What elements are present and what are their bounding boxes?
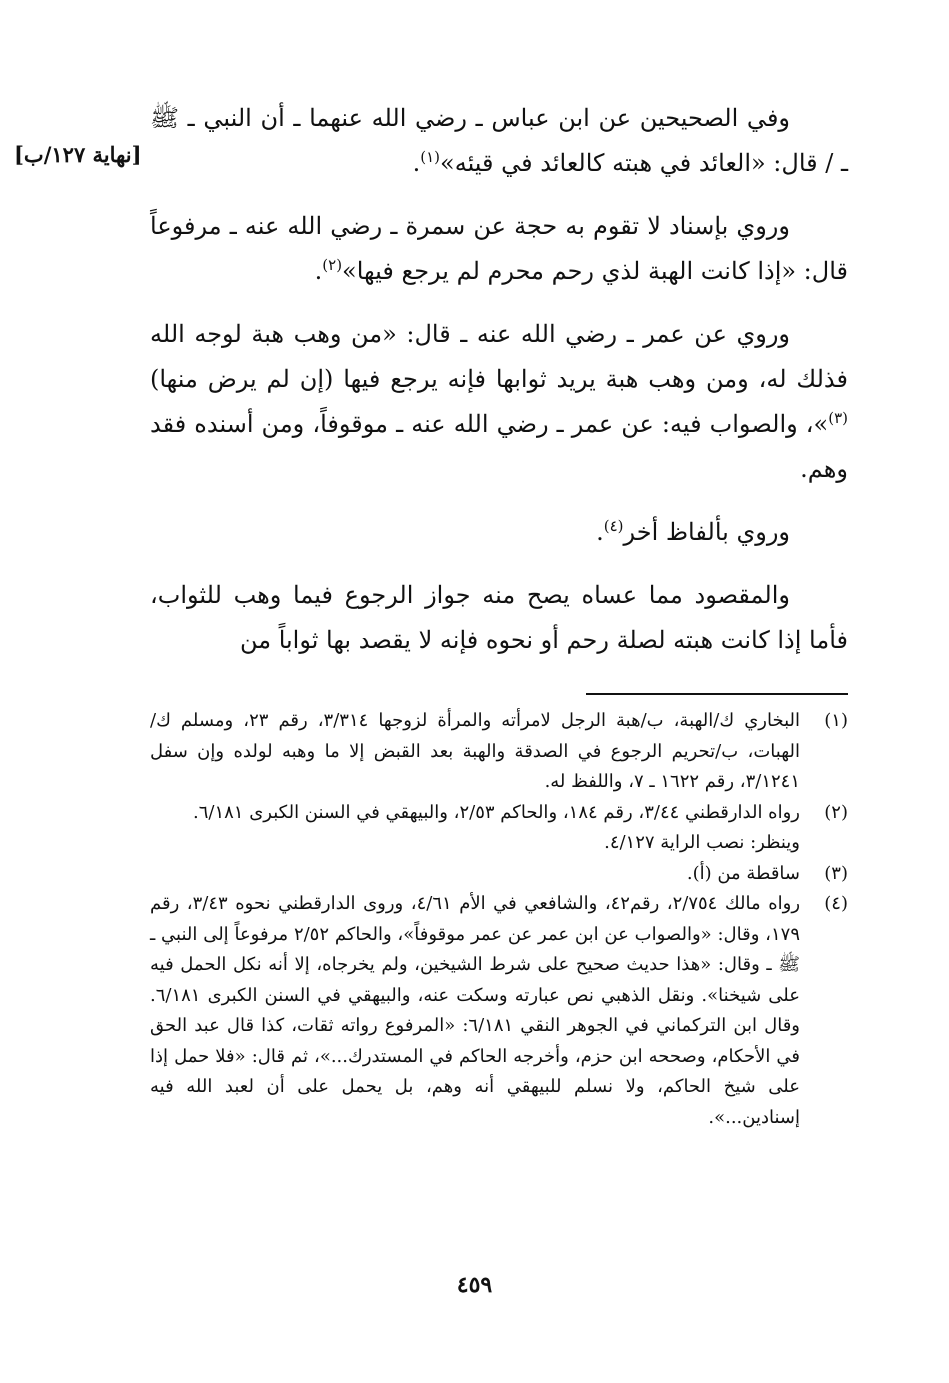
paragraph [150,510,848,555]
paragraph [150,204,848,294]
paragraph-end: . [314,257,323,285]
footnote-number: (٣) [824,862,848,884]
paragraph-end: . [596,518,604,546]
page-number: ٤٥٩ [456,1272,493,1298]
footnote-text: رواه الدارقطني ٣/٤٤، رقم ١٨٤، والحاكم ٢/٥٣، والبيهقي في السنن الكبرى ٦/١٨١. [192,801,800,823]
footnote-ref: (١) [420,148,441,166]
paragraph-text: وروي عن عمر ـ رضي الله عنه ـ قال: «من وهب هبة لوجه الله فذلك له، ومن وهب هبة يريد ثوابها فإنه يرجع فيها (إن لم يرض منها) [150,320,848,393]
paragraph [150,312,848,492]
footnote-ref: (٢) [322,256,343,274]
paragraph-text: والمقصود مما عساه يصح منه جواز الرجوع فيما وهب للثواب، فأما إذا كانت هبته لصلة رحم أو نحوه فإنه لا يقصد بها ثواباً من [150,581,848,654]
paragraph-text: وروي بألفاظ أخر [623,518,790,546]
footnote-separator [586,693,848,695]
footnote-text: البخاري ك/الهبة، ب/هبة الرجل لامرأته والمرأة لزوجها ٣/٣١٤، رقم ٢٣، ومسلم ك/الهبات، ب/تحريم الرجوع في الصدقة والهبة بعد القبض إلا ما وهبه لولده وإن سفل ٣/١٢٤١، رقم ١٦٢٢ ـ ٧، واللفظ له. [150,710,801,792]
footnote-number: (٢) [824,801,848,823]
paragraph-end: »، والصواب فيه: عن عمر ـ رضي الله عنه ـ موقوفاً، ومن أسنده فقد وهم. [150,410,848,483]
footnote [150,798,848,829]
main-text [150,96,848,681]
footnote [150,706,848,798]
footnote [150,889,848,1133]
footnote-ref: (٤) [603,517,624,535]
footnotes [150,706,848,1133]
footnote [150,859,848,890]
paragraph [150,96,848,186]
paragraph-text: وفي الصحيحين عن ابن عباس ـ رضي الله عنهما ـ أن النبي ـ ﷺ ـ / قال: «العائد في هبته كالعائد في قيئه» [150,104,848,177]
footnote-ref: (٣) [828,409,849,427]
footnote-number: (١) [824,710,848,731]
margin-note: [نهاية ١٢٧/ب] [14,142,142,167]
paragraph-text: وروي بإسناد لا تقوم به حجة عن سمرة ـ رضي الله عنه ـ مرفوعاً قال: «إذا كانت الهبة لذي رحم محرم لم يرجع فيها» [150,212,848,285]
footnote-text: ساقطة من (أ). [686,862,800,884]
paragraph [150,573,848,663]
footnote-continuation: وينظر: نصب الراية ٤/١٢٧. [604,832,800,853]
footnote-number: (٤) [824,893,848,914]
paragraph-end: . [412,149,421,177]
footnote-text: رواه مالك ٢/٧٥٤، رقم٤٢، والشافعي في الأم ٤/٦١، وروى الدارقطني نحوه ٣/٤٣، رقم ١٧٩، وقال: «والصواب عن ابن عمر عن عمر موقوفاً»، والحاكم ٢/٥٢ مرفوعاً إلى النبي ـ ﷺ ـ وقال: «هذا حديث صحيح على شرط الشيخين، ولم يخرجاه، إلا أنه نكل الحمل فيه على شيخنا». ونقل الذهبي نص عبارته وسكت عنه، والبيهقي في السنن الكبرى ٦/١٨١. وقال ابن التركماني في الجوهر النقي ٦/١٨١: «المرفوع رواته ثقات، كذا قال عبد الحق في الأحكام، وصححه ابن حزم، وأخرجه الحاكم في المستدرك...»، ثم قال: «فلا حمل إذا على شيخ الحاكم، ولا نسلم للبيهقي أنه وهم، بل يحمل على أن لعبد الله فيه إسنادين...». [150,893,801,1128]
